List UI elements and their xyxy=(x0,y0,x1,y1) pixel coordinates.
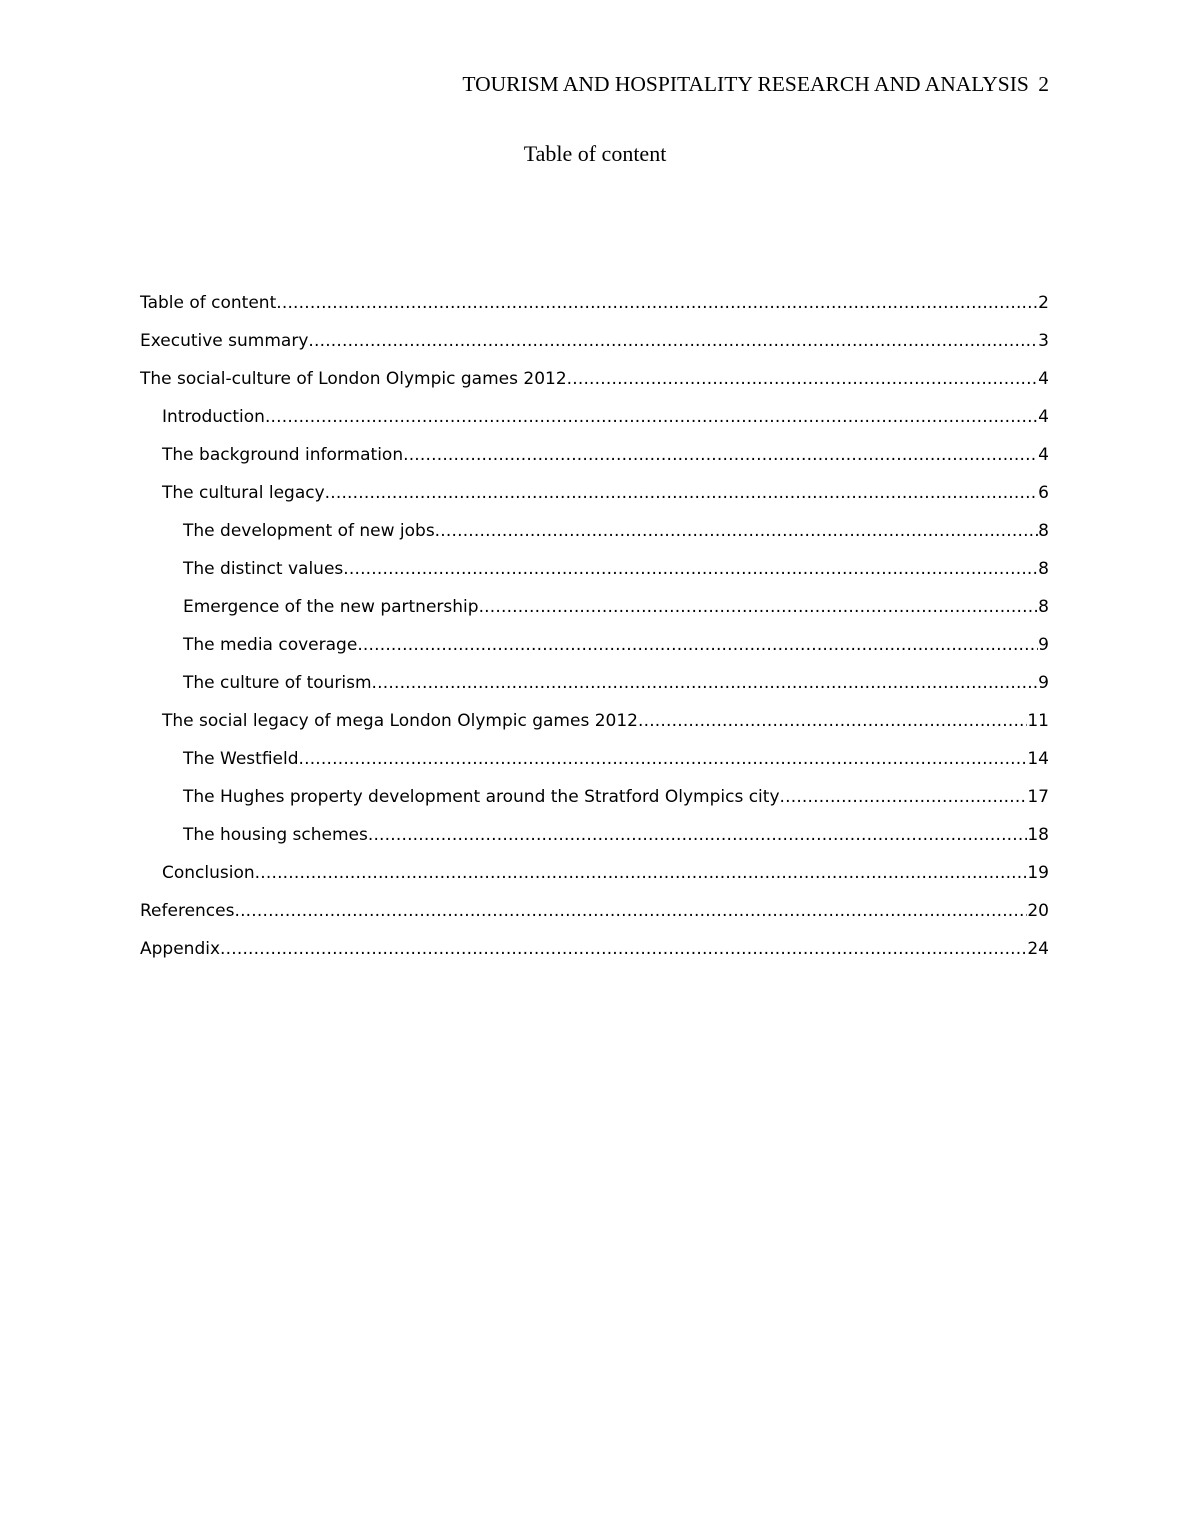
toc-dot-leader xyxy=(234,898,1027,924)
toc-dot-leader xyxy=(435,518,1039,544)
toc-entry-title: Introduction xyxy=(162,407,265,427)
toc-dot-leader xyxy=(265,404,1038,430)
toc-entry-title: References xyxy=(140,901,235,921)
toc-entry-title: Emergence of the new partnership xyxy=(183,597,479,617)
toc-entry-title: Conclusion xyxy=(162,863,255,883)
toc-entry-page-number: 3 xyxy=(1038,331,1049,351)
running-header xyxy=(462,70,1049,98)
toc-entry[interactable] xyxy=(140,366,1049,404)
toc-entry-page-number: 20 xyxy=(1027,901,1049,921)
toc-dot-leader xyxy=(372,670,1039,696)
toc-entry-page-number: 8 xyxy=(1038,559,1049,579)
toc-dot-leader xyxy=(325,480,1039,506)
toc-entry[interactable] xyxy=(140,442,1049,480)
toc-heading: Table of content xyxy=(523,141,667,166)
toc-entry-title: The culture of tourism xyxy=(183,673,372,693)
toc-entry[interactable] xyxy=(140,708,1049,746)
toc-entry-title: The development of new jobs xyxy=(183,521,435,541)
toc-entry-title: The social-culture of London Olympic games 2012 xyxy=(140,369,567,389)
toc-entry-page-number: 4 xyxy=(1038,369,1049,389)
toc-entry[interactable] xyxy=(140,290,1049,328)
toc-dot-leader xyxy=(780,784,1028,810)
toc-entry-title: The Westfield xyxy=(183,749,299,769)
toc-entry[interactable] xyxy=(140,594,1049,632)
toc-entry-title: The media coverage xyxy=(183,635,358,655)
toc-entry-title: The cultural legacy xyxy=(162,483,325,503)
toc-entry-title: Executive summary xyxy=(140,331,309,351)
toc-entry-page-number: 4 xyxy=(1038,407,1049,427)
toc-entry[interactable] xyxy=(140,632,1049,670)
toc-entry[interactable] xyxy=(140,898,1049,936)
toc-entry-title: Table of content xyxy=(140,293,277,313)
toc-entry[interactable] xyxy=(140,556,1049,594)
toc-entry-page-number: 17 xyxy=(1027,787,1049,807)
running-header-title: TOURISM AND HOSPITALITY RESEARCH AND ANALYSIS xyxy=(462,72,1029,96)
toc-dot-leader xyxy=(299,746,1028,772)
toc-entry-title: The social legacy of mega London Olympic games 2012 xyxy=(162,711,638,731)
toc-entry-page-number: 9 xyxy=(1038,635,1049,655)
running-header-page-number: 2 xyxy=(1038,72,1049,96)
toc-entry[interactable] xyxy=(140,670,1049,708)
toc-entry-page-number: 18 xyxy=(1027,825,1049,845)
toc-entry[interactable] xyxy=(140,860,1049,898)
toc-dot-leader xyxy=(220,936,1027,962)
toc-entry[interactable] xyxy=(140,822,1049,860)
toc-entry-page-number: 4 xyxy=(1038,445,1049,465)
toc-entry-page-number: 24 xyxy=(1027,939,1049,959)
toc-entry[interactable] xyxy=(140,936,1049,974)
toc-entry-page-number: 9 xyxy=(1038,673,1049,693)
toc-dot-leader xyxy=(368,822,1028,848)
toc-entry[interactable] xyxy=(140,746,1049,784)
toc-entry-page-number: 8 xyxy=(1038,597,1049,617)
toc-entry-title: The Hughes property development around the Stratford Olympics city xyxy=(183,787,780,807)
toc-dot-leader xyxy=(479,594,1039,620)
table-of-contents xyxy=(140,290,1049,974)
toc-entry-title: The distinct values xyxy=(183,559,344,579)
toc-entry-title: Appendix xyxy=(140,939,221,959)
toc-dot-leader xyxy=(308,328,1038,354)
toc-entry[interactable] xyxy=(140,480,1049,518)
toc-dot-leader xyxy=(403,442,1038,468)
toc-entry[interactable] xyxy=(140,404,1049,442)
toc-entry-page-number: 8 xyxy=(1038,521,1049,541)
toc-dot-leader xyxy=(343,556,1038,582)
toc-dot-leader xyxy=(276,290,1038,316)
toc-dot-leader xyxy=(255,860,1028,886)
toc-entry[interactable] xyxy=(140,784,1049,822)
toc-dot-leader xyxy=(567,366,1039,392)
toc-dot-leader xyxy=(357,632,1038,658)
toc-entry-page-number: 14 xyxy=(1027,749,1049,769)
toc-entry-page-number: 19 xyxy=(1027,863,1049,883)
toc-entry-page-number: 6 xyxy=(1038,483,1049,503)
toc-dot-leader xyxy=(638,708,1027,734)
toc-entry-page-number: 2 xyxy=(1038,293,1049,313)
toc-entry[interactable] xyxy=(140,328,1049,366)
toc-entry-page-number: 11 xyxy=(1027,711,1049,731)
toc-entry-title: The housing schemes xyxy=(183,825,368,845)
toc-entry-title: The background information xyxy=(162,445,404,465)
toc-entry[interactable] xyxy=(140,518,1049,556)
